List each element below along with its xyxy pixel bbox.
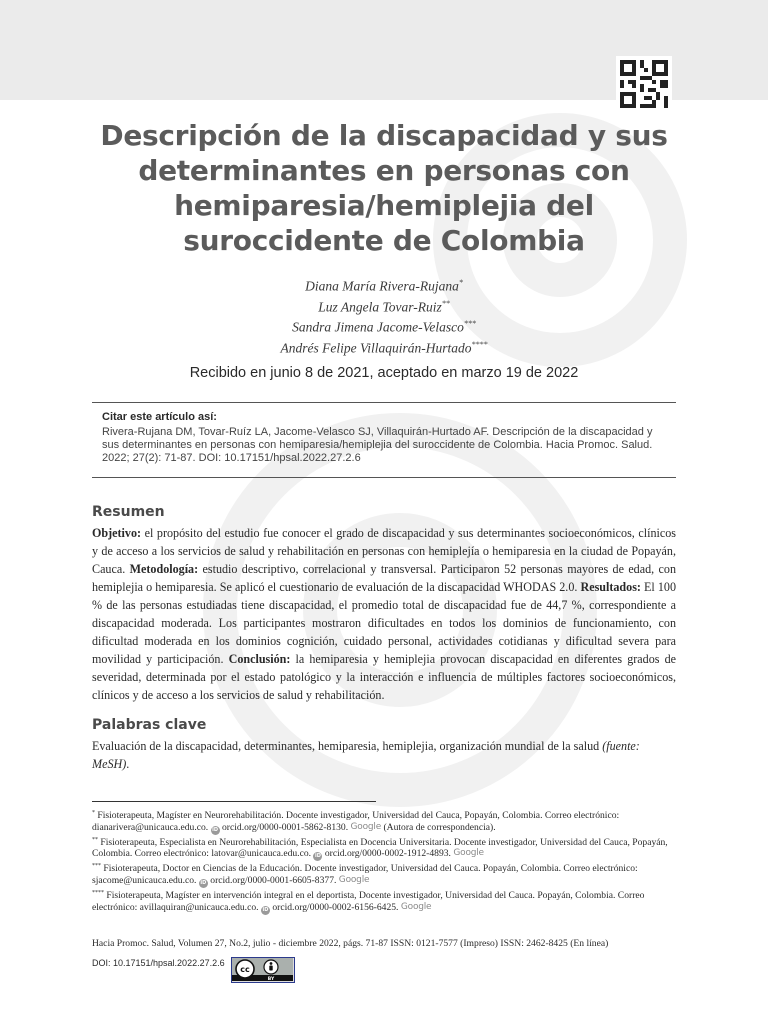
- author-entry: Sandra Jimena Jacome-Velasco***: [292, 319, 476, 335]
- keywords-heading: Palabras clave: [92, 717, 207, 733]
- google-scholar-icon[interactable]: Google: [400, 901, 432, 912]
- orcid-icon[interactable]: iD: [262, 906, 269, 913]
- author-entry: Diana María Rivera-Rujana*: [305, 278, 463, 294]
- creative-commons-by-icon[interactable]: [231, 957, 295, 983]
- keywords-text: Evaluación de la discapacidad, determinantes, hemiparesia, hemiplejia, organización mundial de la salud (fuente: MeSH).: [92, 739, 640, 771]
- qr-code-icon[interactable]: [616, 56, 672, 112]
- google-scholar-icon[interactable]: Google: [350, 821, 382, 832]
- orcid-link[interactable]: orcid.org/0000-0002-6156-6425.: [272, 901, 399, 913]
- author-entry: Luz Angela Tovar-Ruiz**: [318, 298, 450, 314]
- orcid-icon[interactable]: iD: [314, 853, 321, 860]
- received-dates: Recibido en junio 8 de 2021, aceptado en marzo 19 de 2022: [189, 365, 579, 381]
- google-scholar-icon[interactable]: Google: [338, 875, 370, 886]
- footnote-item: * Fisioterapeuta, Magíster en Neurorehabilitación. Docente investigador, Universidad del Cauca, Popayán, Colombia. Correo electrónico: dianarivera@unicauca.edu.co. iD orcid.org/0000-0001-5862-8130. Google (Autora de correspondencia).: [92, 810, 620, 833]
- author-entry: Andrés Felipe Villaquirán-Hurtado****: [280, 339, 488, 355]
- doi-footer[interactable]: DOI: 10.17151/hpsal.2022.27.2.6: [92, 958, 225, 968]
- orcid-link[interactable]: orcid.org/0000-0002-1912-4893.: [324, 848, 451, 860]
- orcid-link[interactable]: orcid.org/0000-0001-5862-8130.: [221, 821, 349, 833]
- svg-text:BY: BY: [267, 977, 275, 981]
- citation-text: Rivera-Rujana DM, Tovar-Ruíz LA, Jacome-Velasco SJ, Villaquirán-Hurtado AF. Descripción de la discapacidad y sus determinantes en personas con hemiparesia/hemiplejia del suroccidente de Colombia. Hacia Promoc. Salud. 2022; 27(2): 71-87. DOI: 10.17151/hpsal.2022.27.2.6: [102, 426, 653, 464]
- footnote-item: *** Fisioterapeuta, Doctor en Ciencias de la Educación. Docente investigador, Universidad del Cauca. Popayán, Colombia. Correo electrónico: sjacome@unicauca.edu.co. iD orcid.org/0000-0001-6605-8377. Google: [92, 863, 638, 887]
- footnotes: [92, 808, 682, 915]
- google-scholar-icon[interactable]: Google: [453, 848, 484, 859]
- orcid-icon[interactable]: iD: [200, 880, 207, 887]
- footnote-divider: [92, 801, 376, 802]
- journal-info: Hacia Promoc. Salud, Volumen 27, No.2, julio - diciembre 2022, págs. 71-87 ISSN: 0121-7577 (Impreso) ISSN: 2462-8425 (En línea): [92, 938, 609, 949]
- article-title: Descripción de la discapacidad y sus determinantes en personas con hemiparesia/hemiplejia del suroccidente de Colombia: [100, 119, 668, 257]
- author-list: [150, 274, 618, 356]
- abstract-heading: Resumen: [92, 504, 165, 520]
- svg-text:cc: cc: [240, 965, 250, 974]
- footnote-item: **** Fisioterapeuta, Magíster en intervención integral en el deportista, Docente investigador, Universidad del Cauca. Popayán, Colombia. Correo electrónico: avillaquiran@unicauca.edu.co. iD orcid.org/0000-0002-6156-6425. Google: [92, 890, 645, 913]
- orcid-link[interactable]: orcid.org/0000-0001-6605-8377.: [210, 875, 337, 887]
- abstract-body: Objetivo: el propósito del estudio fue conocer el grado de discapacidad y sus determinantes socioeconómicos, clínicos y de acceso a los servicios de salud y rehabilitación en personas con hemiplejía o hemiparesia en la ciudad de Popayán, Cauca. Metodología: estudio descriptivo, correlacional y transversal. Participaron 52 personas mayores de edad, con hemiplejia o hemiparesia. Se aplicó el cuestionario de evaluación de la discapacidad WHODAS 2.0. Resultados: El 100 % de las personas estudiadas tiene discapacidad, el promedio total de discapacidad fue de 44,7 %, correspondiente a discapacidad moderada. Los participantes mostraron dificultades en todos los dominios de funcionamiento, con dificultad moderada en los dominios cognición, cuidado personal, actividades cotidianas y dificultad severa para movilidad y participación. Conclusión: la hemiparesia y hemiplejia provocan discapacidad en diferentes grados de severidad, determinada por el estado patológico y la interacción e influencia de múltiples factores socioeconómicos, clínicos y de acceso a los servicios de salud y rehabilitación.: [92, 526, 677, 702]
- orcid-icon[interactable]: iD: [212, 826, 219, 833]
- citation-box: [92, 402, 676, 478]
- citation-label: Citar este artículo así:: [102, 411, 217, 423]
- footnote-item: ** Fisioterapeuta, Especialista en Neurorehabilitación, Especialista en Docencia Universitaria. Docente investigador, Universidad del Cauca, Popayán, Colombia. Correo electrónico: latovar@unicauca.edu.co. iD orcid.org/0000-0002-1912-4893. Google: [92, 836, 668, 860]
